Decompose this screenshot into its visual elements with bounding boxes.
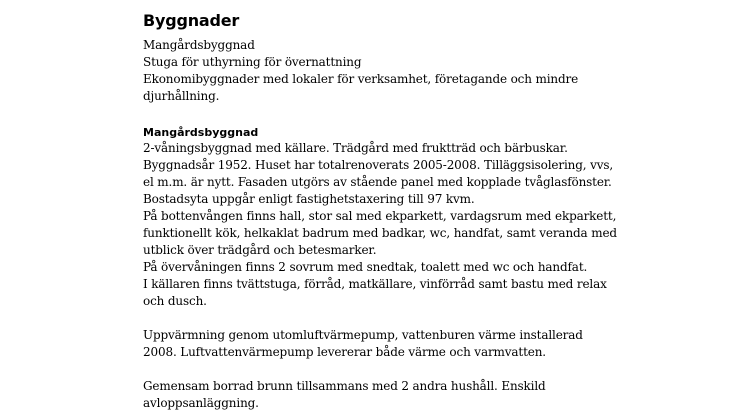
paragraph-line: 2-våningsbyggnad med källare. Trädgård med fruktträd och bärbuskar. [143,141,568,155]
intro-line: djurhållning. [143,89,220,103]
spacer [143,310,613,327]
intro-line: Ekonomibyggnader med lokaler för verksamhet, företagande och mindre [143,72,579,86]
paragraph-line: Gemensam borrad brunn tillsammans med 2 andra hushåll. Enskild [143,379,546,393]
section-paragraph [143,327,613,361]
spacer [143,361,613,378]
paragraph-line: På övervåningen finns 2 sovrum med snedtak, toalett med wc och handfat. [143,260,588,274]
paragraph-line: I källaren finns tvättstuga, förråd, matkällare, vinförråd samt bastu med relax [143,277,607,291]
spacer [143,105,613,125]
paragraph-line: Byggnadsår 1952. Huset har totalrenoverats 2005-2008. Tilläggsisolering, vvs, [143,158,614,172]
page-title: Byggnader [143,11,240,30]
intro-list [143,37,613,105]
paragraph-line: Uppvärmning genom utomluftvärmepump, vattenburen värme installerad [143,328,583,342]
paragraph-line: och dusch. [143,294,207,308]
paragraph-line: avloppsanläggning. [143,396,259,410]
section-paragraph [143,378,613,412]
paragraph-line: el m.m. är nytt. Fasaden utgörs av stående panel med kopplade tvåglasfönster. [143,175,612,189]
section-paragraph [143,140,617,310]
intro-line: Stuga för uthyrning för övernattning [143,55,362,69]
intro-line: Mangårdsbyggnad [143,38,255,52]
section-heading: Mangårdsbyggnad [143,126,259,139]
paragraph-line: 2008. Luftvattenvärmepump levererar både värme och varmvatten. [143,345,546,359]
document-page [143,10,617,412]
paragraph-line: På bottenvången finns hall, stor sal med ekparkett, vardagsrum med ekparkett, [143,209,617,223]
paragraph-line: utblick över trädgård och betesmarker. [143,243,377,257]
paragraph-line: funktionellt kök, helkaklat badrum med badkar, wc, handfat, samt veranda med [143,226,617,240]
paragraph-line: Bostadsyta uppgår enligt fastighetstaxering till 97 kvm. [143,192,475,206]
